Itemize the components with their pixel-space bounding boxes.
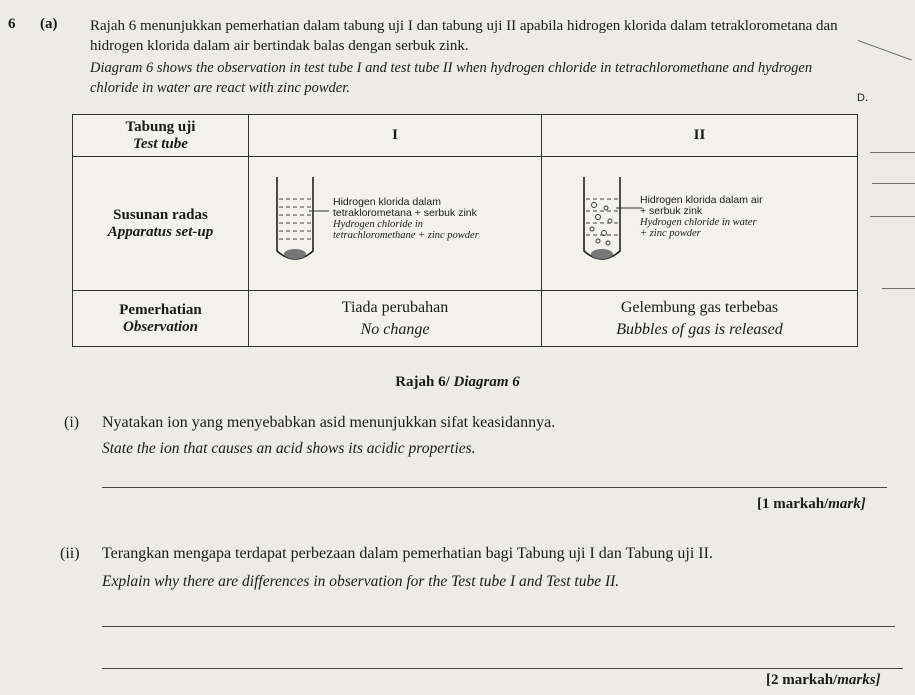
- subquestion-2-text-malay: Terangkan mengapa terdapat perbezaan dalam pemerhatian bagi Tabung uji I dan Tabung uji II.: [102, 545, 713, 562]
- subquestion-2-marks: [766, 672, 881, 689]
- answer-line-2[interactable]: [102, 626, 895, 627]
- header-label-cell: [73, 115, 249, 157]
- subquestion-2-text-english: Explain why there are differences in observation for the Test tube I and Test tube II.: [102, 573, 620, 590]
- answer-line-1[interactable]: [102, 487, 887, 488]
- tube-1-label-line3: Hydrogen chloride in: [333, 219, 424, 231]
- marks-2-malay: [2 markah/: [766, 672, 838, 688]
- marks-1-malay: [1 markah/: [757, 496, 829, 512]
- tube-2-label-line2: + serbuk zink: [640, 205, 703, 218]
- subquestion-1-text-english: State the ion that causes an acid shows its acidic properties.: [102, 440, 476, 457]
- pointer-line-tube-2: [616, 206, 642, 210]
- column-header-tube-2: II: [542, 115, 858, 157]
- tube-1-label: [333, 197, 479, 241]
- tube-2-label-line4: + zinc powder: [640, 228, 701, 240]
- question-number: 6: [8, 16, 16, 32]
- header-label-english: Test tube: [133, 135, 188, 152]
- stray-mark: D.: [857, 92, 868, 104]
- marks-1-english: mark]: [828, 496, 866, 512]
- observation-label-malay: Pemerhatian: [119, 301, 202, 318]
- intro-text-malay: Rajah 6 menunjukkan pemerhatian dalam tabung uji I dan tabung uji II apabila hidrogen klorida dalam tetraklorometana dan hidrogen klorida dalam air bertindak balas dengan serbuk zink.: [90, 18, 838, 54]
- observation-label-english: Observation: [123, 318, 198, 335]
- tube-2-label: [640, 195, 763, 239]
- setup-label-english: Apparatus set-up: [107, 223, 214, 240]
- intro-text-english: Diagram 6 shows the observation in test tube I and test tube II when hydrogen chloride in tetrachloromethane and hydrogen chloride in water are react with zinc powder.: [90, 60, 813, 96]
- subquestion-2-number: (ii): [60, 545, 80, 562]
- subquestion-1-marks: [757, 496, 866, 513]
- observation-tube-1-english: No change: [360, 320, 430, 338]
- setup-label-cell: [73, 157, 249, 291]
- header-label-malay: Tabung uji: [125, 118, 196, 135]
- page-edge-line: [858, 40, 912, 60]
- pointer-line-tube-1: [309, 209, 329, 213]
- observation-label-cell: [73, 291, 249, 347]
- tube-1-label-line2: tetraklorometana + serbuk zink: [333, 207, 477, 220]
- observation-tube-1-malay: Tiada perubahan: [341, 298, 449, 316]
- tube-1-label-line4: tetrachloromethane + zinc powder: [333, 230, 479, 242]
- page-edge-line: [882, 288, 915, 289]
- page-edge-line: [870, 216, 915, 217]
- test-tube-1-icon: [271, 175, 319, 265]
- test-tube-2-icon: [578, 175, 626, 267]
- subquestion-1-text-malay: Nyatakan ion yang menyebabkan asid menunjukkan sifat keasidannya.: [102, 414, 556, 431]
- question-part: (a): [40, 16, 58, 32]
- page-edge-line: [870, 152, 915, 153]
- setup-label-malay: Susunan radas: [113, 206, 208, 223]
- tube-2-label-line3: Hydrogen chloride in water: [640, 217, 757, 229]
- tube-2-label-line1: Hidrogen klorida dalam air: [640, 194, 763, 207]
- diagram-caption: [0, 374, 915, 391]
- answer-line-3[interactable]: [102, 668, 903, 669]
- tube-1-label-line1: Hidrogen klorida dalam: [333, 196, 441, 209]
- diagram-table: [72, 114, 858, 347]
- page-edge-line: [872, 183, 915, 184]
- observation-tube-2-malay: Gelembung gas terbebas: [620, 298, 779, 316]
- caption-malay: Rajah 6/: [395, 374, 450, 390]
- observation-tube-2-english: Bubbles of gas is released: [616, 320, 783, 338]
- subquestion-1-number: (i): [64, 414, 80, 431]
- setup-cell-tube-2: [542, 157, 858, 291]
- column-header-tube-1: I: [249, 115, 542, 157]
- observation-tube-2: [542, 291, 858, 347]
- setup-cell-tube-1: [249, 157, 542, 291]
- observation-tube-1: [249, 291, 542, 347]
- marks-2-english: marks]: [837, 672, 881, 688]
- caption-english: Diagram 6: [453, 374, 520, 390]
